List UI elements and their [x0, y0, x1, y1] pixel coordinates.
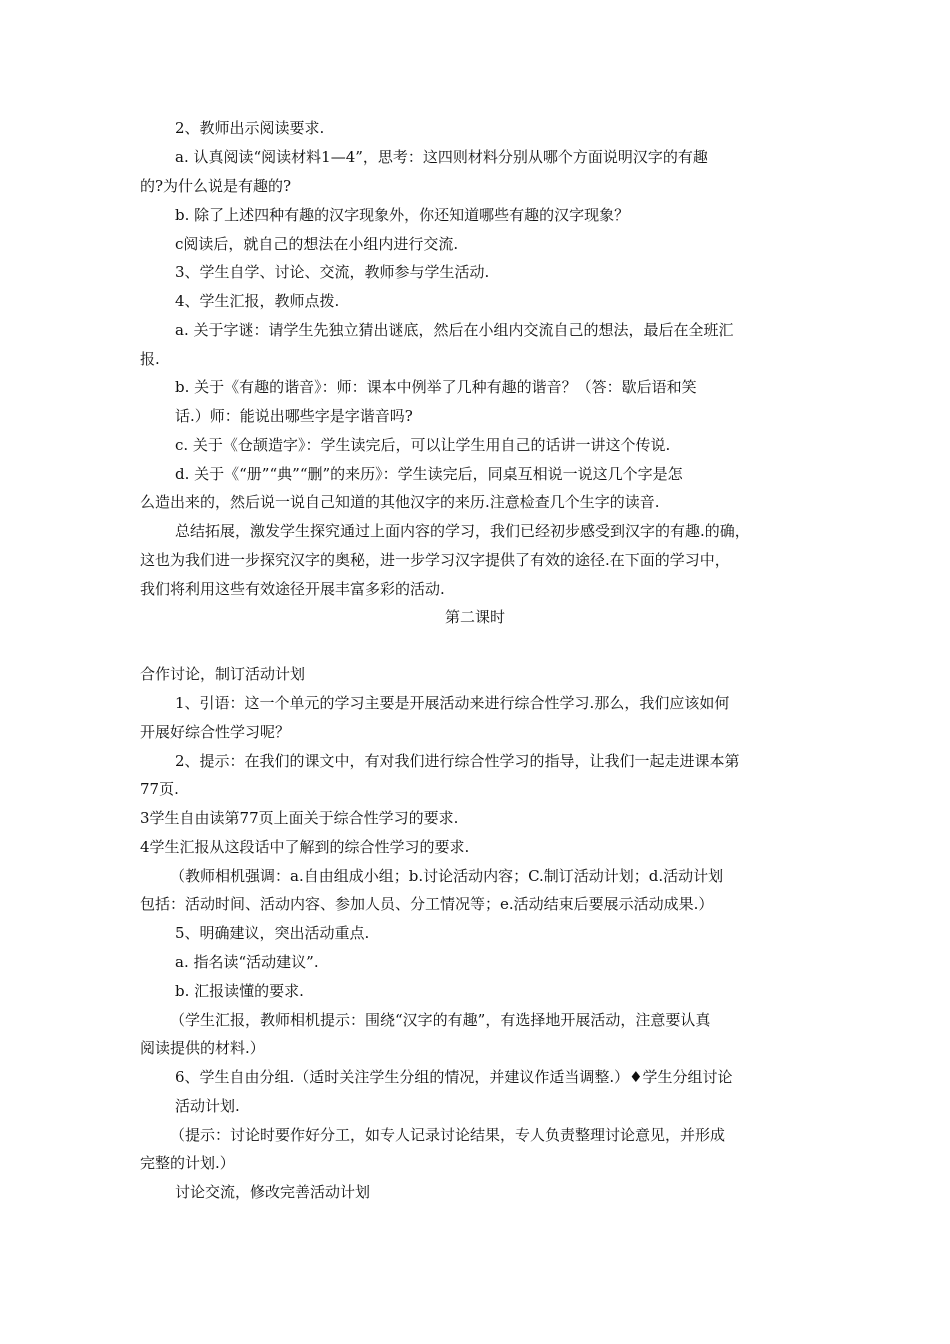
text-line: b. 汇报读懂的要求. [175, 982, 304, 1000]
text-line: 5、明确建议，突出活动重点. [175, 924, 370, 942]
section-heading: 合作讨论，制订活动计划 [140, 665, 306, 683]
text-line: 这也为我们进一步探究汉字的奥秘，进一步学习汉字提供了有效的途径.在下面的学习中， [140, 551, 730, 569]
text-line: 开展好综合性学习呢？ [140, 723, 291, 741]
text-line: （提示：讨论时要作好分工，如专人记录讨论结果，专人负责整理讨论意见，并形成 [170, 1126, 726, 1144]
text-line: 话.）师：能说出哪些字是字谐音吗? [175, 407, 413, 425]
text-line: b. 除了上述四种有趣的汉字现象外，你还知道哪些有趣的汉字现象？ [175, 206, 630, 224]
text-line: 总结拓展，激发学生探究通过上面内容的学习，我们已经初步感受到汉字的有趣.的确， [175, 522, 750, 540]
text-line: 么造出来的，然后说一说自己知道的其他汉字的来历.注意检查几个生字的读音. [140, 493, 660, 511]
text-line: 3、学生自学、讨论、交流，教师参与学生活动. [175, 263, 490, 281]
text-line: 讨论交流，修改完善活动计划 [175, 1183, 371, 1201]
section-title: 第二课时 [444, 608, 505, 626]
text-line: 2、教师出示阅读要求. [175, 119, 325, 137]
text-line: 2、提示：在我们的课文中，有对我们进行综合性学习的指导，让我们一起走进课本第 [175, 752, 740, 770]
text-line: b. 关于《有趣的谐音》：师：课本中例举了几种有趣的谐音？（答：歇后语和笑 [175, 378, 697, 396]
text-line: a. 认真阅读“阅读材料1—4”，思考：这四则材料分别从哪个方面说明汉字的有趣 [175, 148, 708, 166]
text-line: 活动计划. [175, 1097, 240, 1115]
text-line: 6、学生自由分组.（适时关注学生分组的情况，并建议作适当调整.）♦学生分组讨论 [175, 1068, 733, 1086]
text-line: a. 关于字谜：请学生先独立猜出谜底，然后在小组内交流自己的想法，最后在全班汇 [175, 321, 734, 339]
text-line: 4、学生汇报，教师点拨. [175, 292, 340, 310]
text-line: 77页. [140, 780, 179, 798]
text-line: c. 关于《仓颉造字》：学生读完后，可以让学生用自己的话讲一讲这个传说. [175, 436, 671, 454]
text-line: （学生汇报，教师相机提示：围绕“汉字的有趣”，有选择地开展活动，注意要认真 [170, 1011, 711, 1029]
text-line: a. 指名读“活动建议”. [175, 953, 319, 971]
text-line: 完整的计划.） [140, 1154, 235, 1172]
text-line: 阅读提供的材料.） [140, 1039, 265, 1057]
text-line: d. 关于《“册”“典”“删”的来历》：学生读完后，同桌互相说一说这几个字是怎 [175, 465, 683, 483]
text-line: 报. [140, 350, 160, 368]
text-line: 3学生自由读第77页上面关于综合性学习的要求. [140, 809, 459, 827]
text-line: c阅读后，就自己的想法在小组内进行交流. [175, 235, 459, 253]
text-line: 的?为什么说是有趣的? [140, 177, 292, 195]
text-line: 我们将利用这些有效途径开展丰富多彩的活动. [140, 580, 445, 598]
text-line: 包括：活动时间、活动内容、参加人员、分工情况等；e.活动结束后要展示活动成果.） [140, 895, 714, 913]
text-line: 1、引语：这一个单元的学习主要是开展活动来进行综合性学习.那么，我们应该如何 [175, 694, 730, 712]
text-line: （教师相机强调：a.自由组成小组；b.讨论活动内容；C.制订活动计划；d.活动计划 [170, 867, 724, 885]
text-line: 4学生汇报从这段话中了解到的综合性学习的要求. [140, 838, 470, 856]
